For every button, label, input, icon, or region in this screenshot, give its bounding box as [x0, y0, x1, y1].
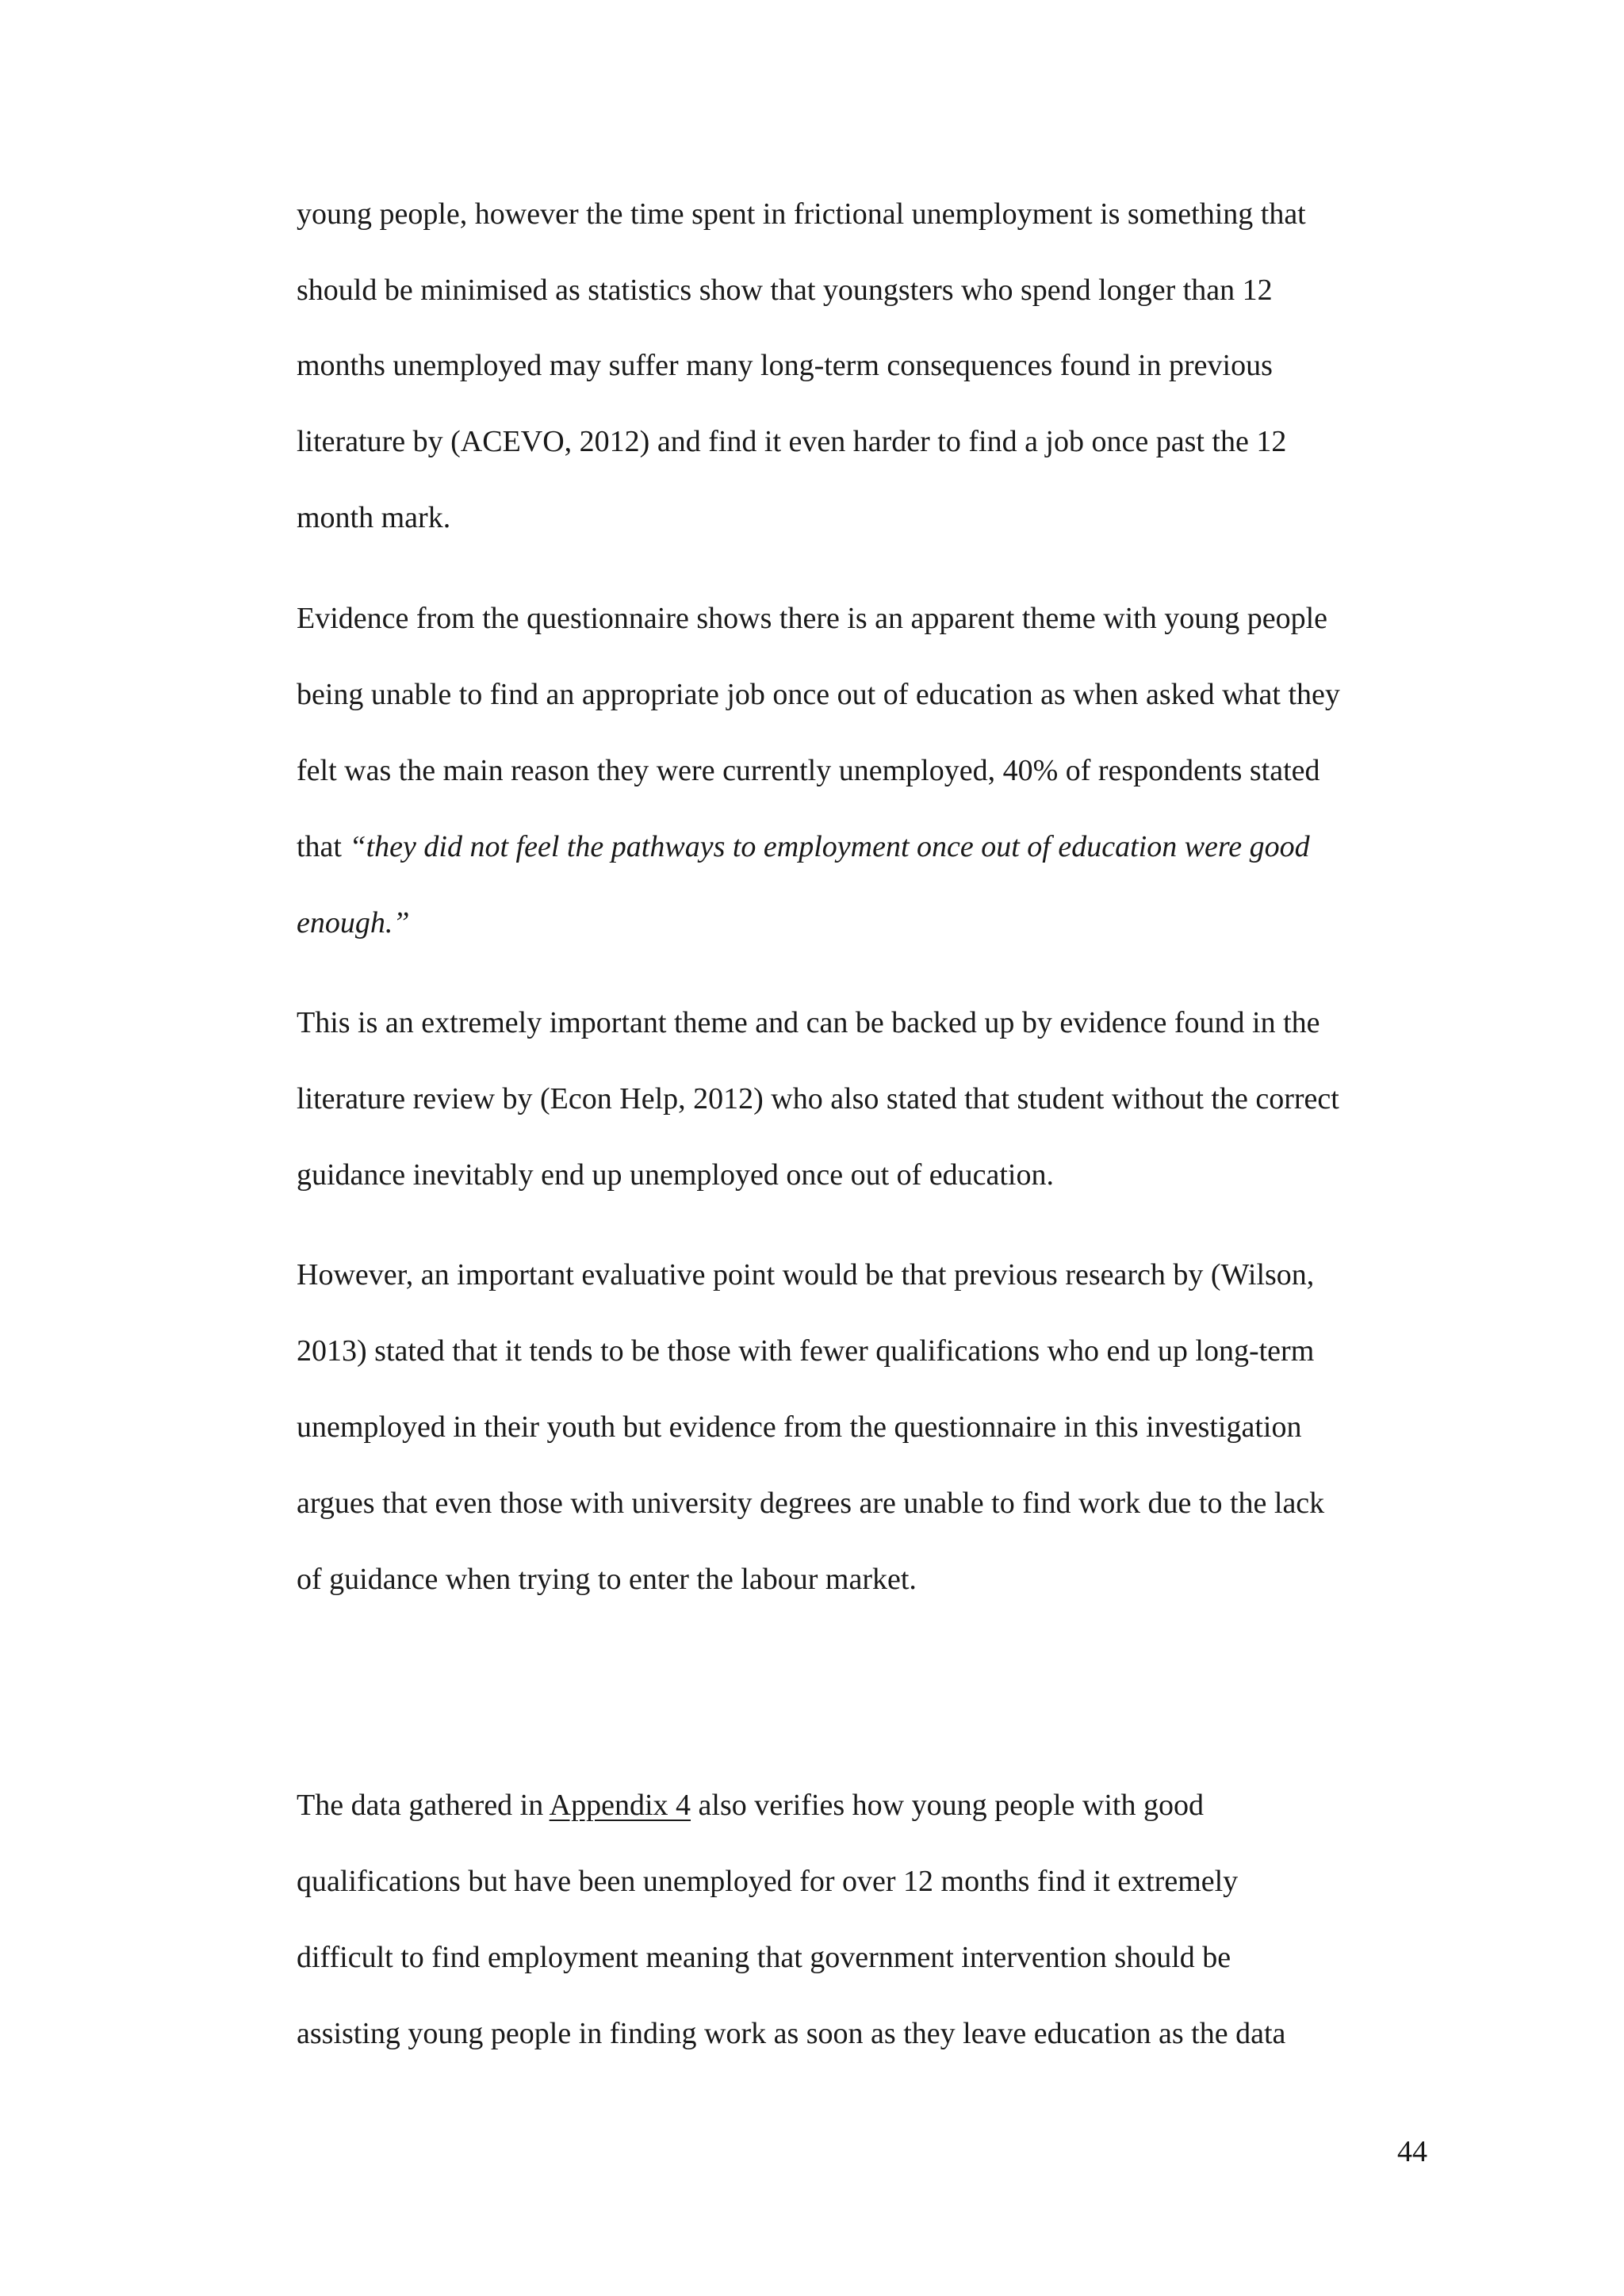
paragraph-4-line-5: of guidance when trying to enter the labour market. — [297, 1563, 917, 1596]
page-number: 44 — [1397, 2135, 1427, 2168]
paragraph-4-line-2: 2013) stated that it tends to be those with fewer qualifications who end up long-term — [297, 1334, 1315, 1368]
paragraph-5-text-after-link: also verifies how young people with good — [691, 1789, 1204, 1822]
paragraph-5-line-1 — [297, 1786, 1204, 1824]
quoted-response: “they did not feel the pathways to employment once out of education were good — [349, 830, 1310, 863]
paragraph-4-line-1: However, an important evaluative point would be that previous research by (Wilson, — [297, 1258, 1315, 1292]
paragraph-5-line-4: assisting young people in finding work as soon as they leave education as the data — [297, 2017, 1286, 2050]
paragraph-3-line-2: literature review by (Econ Help, 2012) who also stated that student without the correct — [297, 1082, 1339, 1115]
paragraph-2-line-2: being unable to find an appropriate job once out of education as when asked what they — [297, 678, 1340, 711]
paragraph-3-line-3: guidance inevitably end up unemployed once out of education. — [297, 1158, 1054, 1192]
paragraph-1-line-5: month mark. — [297, 501, 451, 534]
paragraph-1-line-4: literature by (ACEVO, 2012) and find it even harder to find a job once past the 12 — [297, 425, 1287, 458]
paragraph-1-line-1: young people, however the time spent in frictional unemployment is something that — [297, 197, 1306, 231]
paragraph-5-line-2: qualifications but have been unemployed for over 12 months find it extremely — [297, 1865, 1239, 1898]
paragraph-1-line-3: months unemployed may suffer many long-term consequences found in previous — [297, 349, 1273, 382]
paragraph-1-line-2: should be minimised as statistics show that youngsters who spend longer than 12 — [297, 274, 1273, 307]
paragraph-2-line-1: Evidence from the questionnaire shows there is an apparent theme with young people — [297, 602, 1328, 635]
paragraph-5-text-before-link: The data gathered in — [297, 1789, 550, 1822]
appendix-4-link[interactable]: Appendix 4 — [549, 1789, 691, 1822]
paragraph-3-line-1: This is an extremely important theme and can be backed up by evidence found in the — [297, 1006, 1320, 1039]
paragraph-4-line-4: argues that even those with university degrees are unable to find work due to the lack — [297, 1487, 1325, 1520]
paragraph-2-line-4 — [297, 828, 1310, 866]
quote-lead-text: that — [297, 830, 350, 863]
paragraph-5-line-3: difficult to find employment meaning that government intervention should be — [297, 1941, 1231, 1974]
paragraph-4-line-3: unemployed in their youth but evidence from the questionnaire in this investigation — [297, 1410, 1302, 1444]
paragraph-2-line-3: felt was the main reason they were currently unemployed, 40% of respondents stated — [297, 754, 1320, 787]
quoted-response-end: enough.” — [297, 906, 410, 939]
